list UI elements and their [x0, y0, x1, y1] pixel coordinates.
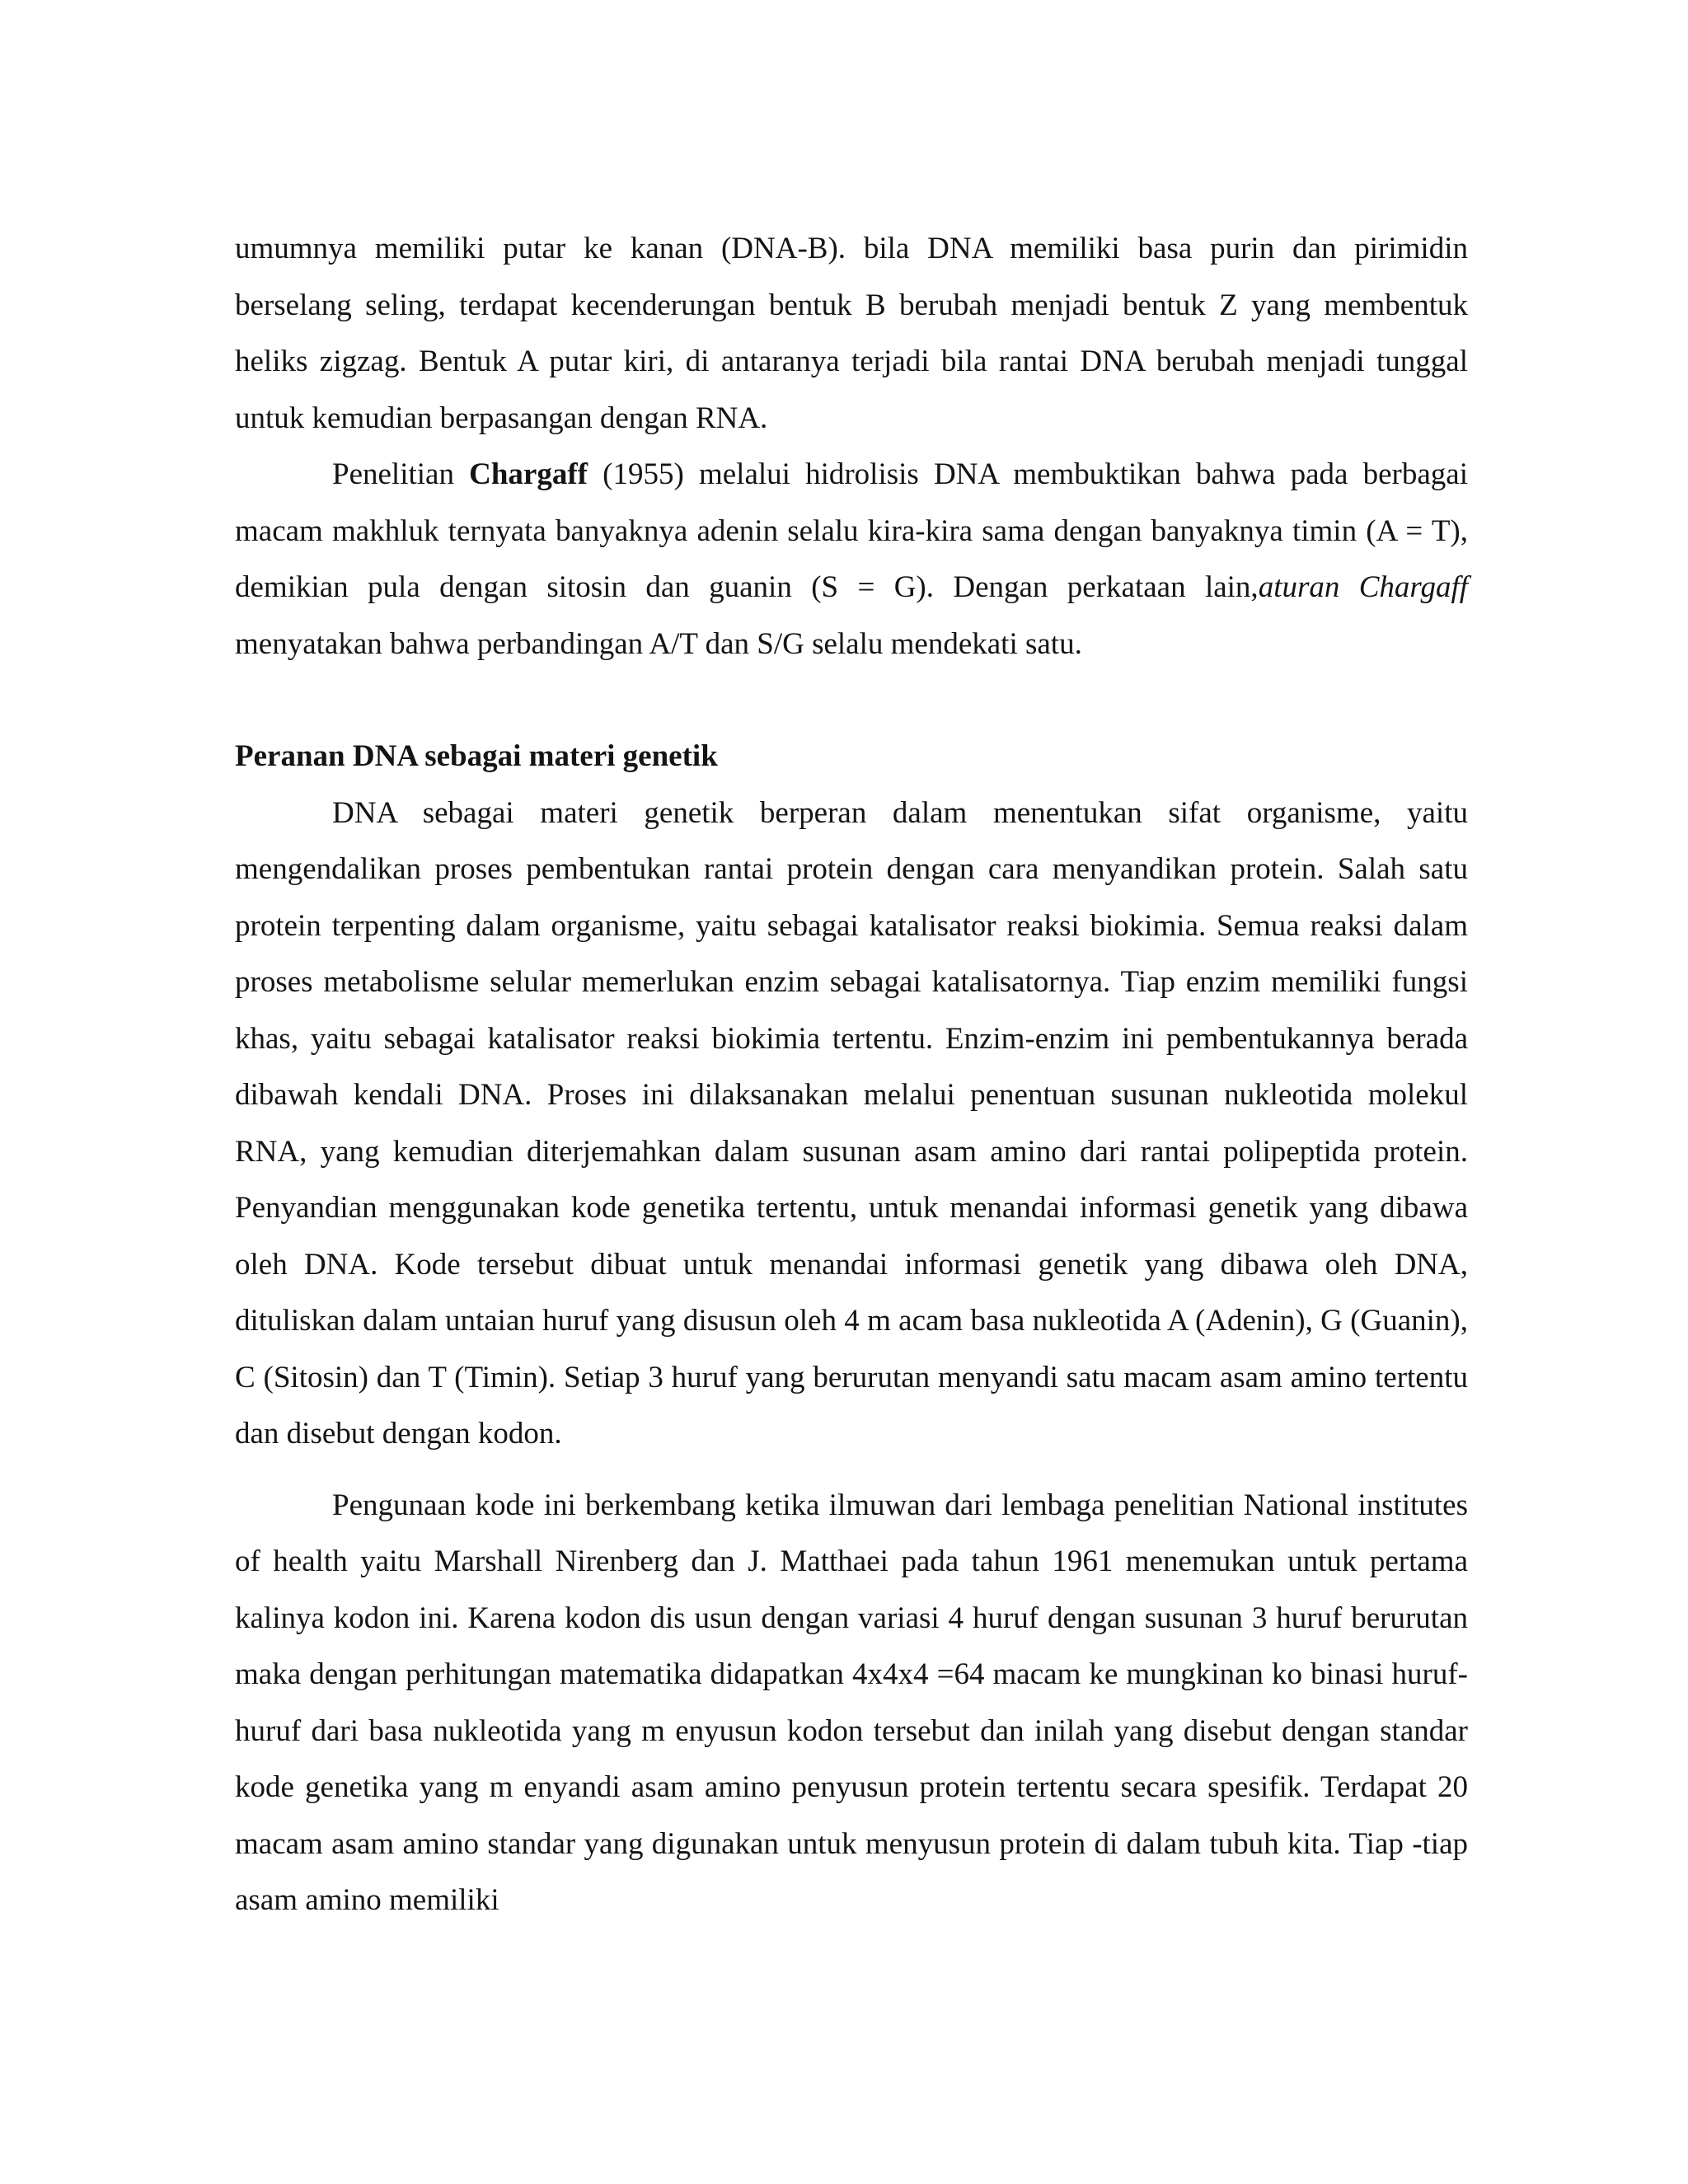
- document-body: [235, 221, 1468, 1929]
- paragraph-dna-forms: umumnya memiliki putar ke kanan (DNA-B). bila DNA memiliki basa purin dan pirimidin berselang seling, terdapat kecenderungan bentuk B berubah menjadi bentuk Z yang membentuk heliks zigzag. Bentuk A putar kiri, di antaranya terjadi bila rantai DNA berubah menjadi tunggal untuk kemudian berpasangan dengan RNA.: [235, 232, 1468, 435]
- chargaff-body-text: (1955) melalui hidrolisis DNA membuktikan bahwa pada berbagai macam makhluk ternyata banyaknya adenin selalu kira-kira sama dengan banyaknya timin (A = T), demikian pula dengan sitosin dan guanin (S = G). Dengan perkataan lain,: [235, 457, 1468, 604]
- paragraph-chargaff: [235, 447, 1468, 673]
- chargaff-name-bold: Chargaff: [469, 457, 588, 491]
- chargaff-intro-text: Penelitian: [332, 457, 470, 491]
- paragraph-genetic-code: Pengunaan kode ini berkembang ketika ilmuwan dari lembaga penelitian National institutes of health yaitu Marshall Nirenberg dan J. Matthaei pada tahun 1961 menemukan untuk pertama kalinya kodon ini. Karena kodon dis usun dengan variasi 4 huruf dengan susunan 3 huruf berurutan maka dengan perhitungan matematika didapatkan 4x4x4 =64 macam ke mungkinan ko binasi huruf-huruf dari basa nukleotida yang m enyusun kodon tersebut dan inilah yang disebut dengan standar kode genetika yang m enyandi asam amino penyusun protein tertentu secara spesifik. Terdapat 20 macam asam amino standar yang digunakan untuk menyusun protein di dalam tubuh kita. Tiap -tiap asam amino memiliki: [235, 1488, 1468, 1917]
- section-heading: Peranan DNA sebagai materi genetik: [235, 739, 718, 773]
- chargaff-conclusion-text: menyatakan bahwa perbandingan A/T dan S/G selalu mendekati satu.: [235, 626, 1082, 661]
- chargaff-rule-italic: aturan Chargaff: [1258, 570, 1468, 604]
- paragraph-dna-role: DNA sebagai materi genetik berperan dalam menentukan sifat organisme, yaitu mengendalikan proses pembentukan rantai protein dengan cara menyandikan protein. Salah satu protein terpenting dalam organisme, yaitu sebagai katalisator reaksi biokimia. Semua reaksi dalam proses metabolisme selular memerlukan enzim sebagai katalisatornya. Tiap enzim memiliki fungsi khas, yaitu sebagai katalisator reaksi biokimia tertentu. Enzim-enzim ini pembentukannya berada dibawah kendali DNA. Proses ini dilaksanakan melalui penentuan susunan nukleotida molekul RNA, yang kemudian diterjemahkan dalam susunan asam amino dari rantai polipeptida protein. Penyandian menggunakan kode genetika tertentu, untuk menandai informasi genetik yang dibawa oleh DNA. Kode tersebut dibuat untuk menandai informasi genetik yang dibawa oleh DNA, dituliskan dalam untaian huruf yang disusun oleh 4 m acam basa nukleotida A (Adenin), G (Guanin), C (Sitosin) dan T (Timin). Setiap 3 huruf yang berurutan menyandi satu macam asam amino tertentu dan disebut dengan kodon.: [235, 795, 1468, 1451]
